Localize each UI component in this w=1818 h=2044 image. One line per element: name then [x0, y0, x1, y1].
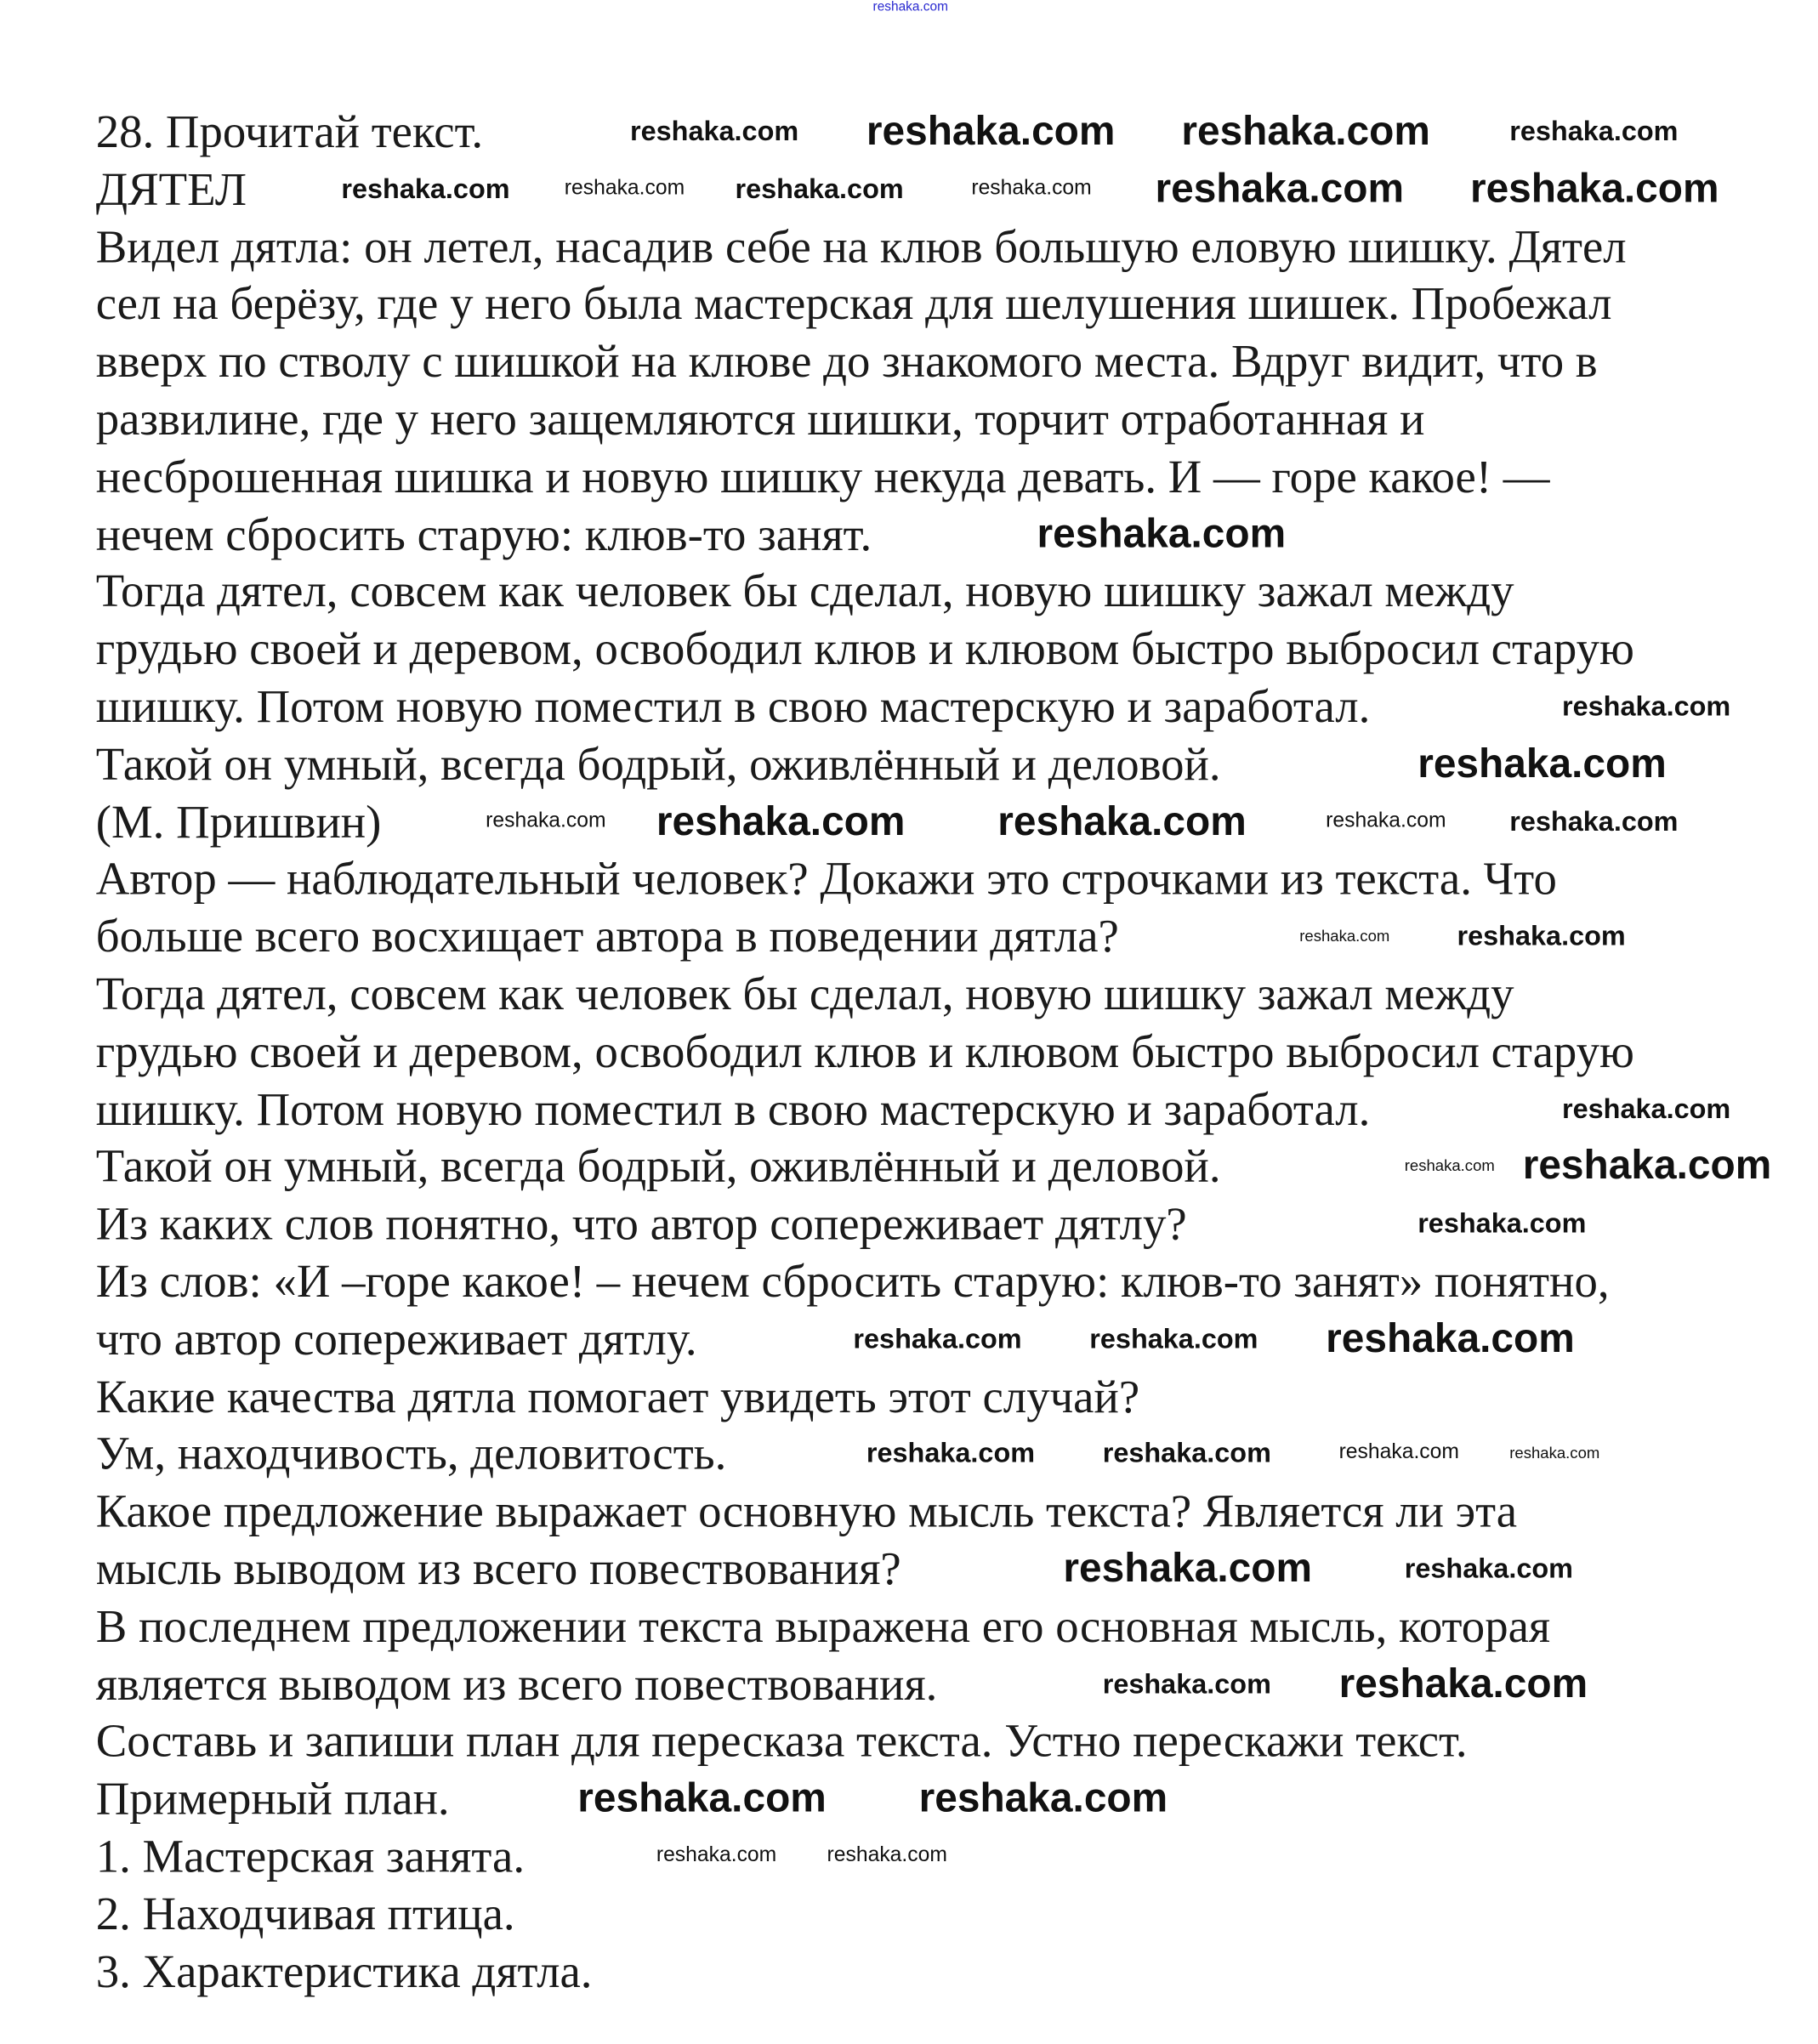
- text-line: грудью своей и деревом, освободил клюв и клювом быстро выбросил старую: [95, 1025, 1634, 1078]
- text-line: сел на берёзу, где у него была мастерская для шелушения шишек. Пробежал: [95, 277, 1612, 331]
- text-line: шишку. Потом новую поместил в свою мастерскую и заработал.: [95, 679, 1371, 733]
- text-line: Примерный план.: [95, 1772, 450, 1825]
- watermark: reshaka.com: [735, 174, 904, 205]
- watermark: reshaka.com: [853, 1324, 1022, 1355]
- watermark: reshaka.com: [827, 1843, 947, 1867]
- text-line: Составь и запиши план для пересказа текста. Устно перескажи текст.: [95, 1714, 1468, 1768]
- watermark: reshaka.com: [1404, 1155, 1495, 1175]
- watermark: reshaka.com: [1469, 165, 1719, 212]
- watermark: reshaka.com: [866, 107, 1116, 154]
- watermark: reshaka.com: [866, 1438, 1036, 1469]
- watermark: reshaka.com: [1326, 809, 1446, 832]
- watermark: reshaka.com: [1338, 1440, 1459, 1464]
- watermark: reshaka.com: [1509, 807, 1679, 837]
- text-line: Такой он умный, всегда бодрый, оживлённый и деловой.: [95, 1139, 1221, 1193]
- text-line: (М. Пришвин): [95, 794, 382, 848]
- text-line: Ум, находчивость, деловитость.: [95, 1427, 727, 1480]
- watermark: reshaka.com: [1404, 1553, 1574, 1585]
- watermark: reshaka.com: [1181, 107, 1430, 154]
- watermark: reshaka.com: [918, 1774, 1168, 1821]
- exercise-title: 28. Прочитай текст.: [95, 105, 484, 158]
- watermark: reshaka.com: [872, 0, 948, 14]
- watermark: reshaka.com: [1037, 510, 1287, 557]
- watermark: reshaka.com: [341, 174, 510, 205]
- text-line: 1. Мастерская занята.: [95, 1829, 526, 1882]
- watermark: reshaka.com: [997, 798, 1247, 844]
- watermark: reshaka.com: [1063, 1544, 1313, 1591]
- story-title: ДЯТЕЛ: [95, 162, 247, 215]
- text-line: В последнем предложении текста выражена его основная мысль, которая: [95, 1599, 1551, 1653]
- watermark: reshaka.com: [486, 809, 606, 832]
- watermark: reshaka.com: [1089, 1324, 1258, 1355]
- watermark: reshaka.com: [1457, 921, 1626, 952]
- text-line: нечем сбросить старую: клюв-то занят.: [95, 507, 872, 560]
- text-line: 2. Находчивая птица.: [95, 1887, 515, 1940]
- watermark: reshaka.com: [971, 177, 1092, 200]
- text-line: вверх по стволу с шишкой на клюве до знакомого места. Вдруг видит, что в: [95, 334, 1598, 388]
- watermark: reshaka.com: [1417, 1208, 1587, 1240]
- text-line: развилине, где у него защемляются шишки, торчит отработанная и: [95, 392, 1425, 446]
- text-line: шишку. Потом новую поместил в свою мастерскую и заработал.: [95, 1082, 1371, 1135]
- text-line: 3. Характеристика дятла.: [95, 1945, 593, 1997]
- watermark: reshaka.com: [656, 1843, 777, 1867]
- text-line: больше всего восхищает автора в поведении дятла?: [95, 910, 1119, 962]
- watermark: reshaka.com: [1522, 1142, 1772, 1189]
- watermark: reshaka.com: [1562, 691, 1731, 723]
- text-line: Тогда дятел, совсем как человек бы сделал, новую шишку зажал между: [95, 565, 1514, 618]
- text-line: несброшенная шишка и новую шишку некуда девать. И — горе какое! —: [95, 450, 1550, 502]
- text-line: является выводом из всего повествования.: [95, 1657, 938, 1710]
- watermark: reshaka.com: [1155, 165, 1405, 212]
- watermark: reshaka.com: [656, 798, 906, 844]
- watermark: reshaka.com: [1326, 1314, 1575, 1361]
- watermark: reshaka.com: [1102, 1438, 1271, 1469]
- watermark: reshaka.com: [1102, 1669, 1271, 1700]
- watermark: reshaka.com: [1417, 740, 1667, 786]
- watermark: reshaka.com: [1509, 1444, 1600, 1462]
- watermark: reshaka.com: [564, 177, 685, 200]
- text-line: Автор — наблюдательный человек? Докажи это строчками из текста. Что: [95, 852, 1557, 906]
- text-line: Из слов: «И –горе какое! – нечем сбросить старую: клюв-то занят» понятно,: [95, 1254, 1610, 1308]
- text-line: что автор сопереживает дятлу.: [95, 1312, 697, 1366]
- watermark: reshaka.com: [577, 1774, 827, 1821]
- text-line: Такой он умный, всегда бодрый, оживлённый и деловой.: [95, 737, 1221, 790]
- text-line: Видел дятла: он летел, насадив себе на клюв большую еловую шишку. Дятел: [95, 219, 1627, 273]
- watermark: reshaka.com: [1562, 1094, 1731, 1125]
- watermark: reshaka.com: [629, 116, 799, 147]
- text-line: грудью своей и деревом, освободил клюв и клювом быстро выбросил старую: [95, 622, 1634, 675]
- text-line: Тогда дятел, совсем как человек бы сделал, новую шишку зажал между: [95, 967, 1514, 1020]
- watermark: reshaka.com: [1299, 926, 1390, 945]
- text-line: Какие качества дятла помогает увидеть этот случай?: [95, 1369, 1140, 1422]
- watermark: reshaka.com: [1509, 116, 1679, 147]
- text-line: Из каких слов понятно, что автор сопереживает дятлу?: [95, 1197, 1187, 1250]
- text-line: Какое предложение выражает основную мысль текста? Является ли эта: [95, 1485, 1518, 1537]
- watermark: reshaka.com: [1338, 1660, 1588, 1706]
- text-line: мысль выводом из всего повествования?: [95, 1542, 901, 1595]
